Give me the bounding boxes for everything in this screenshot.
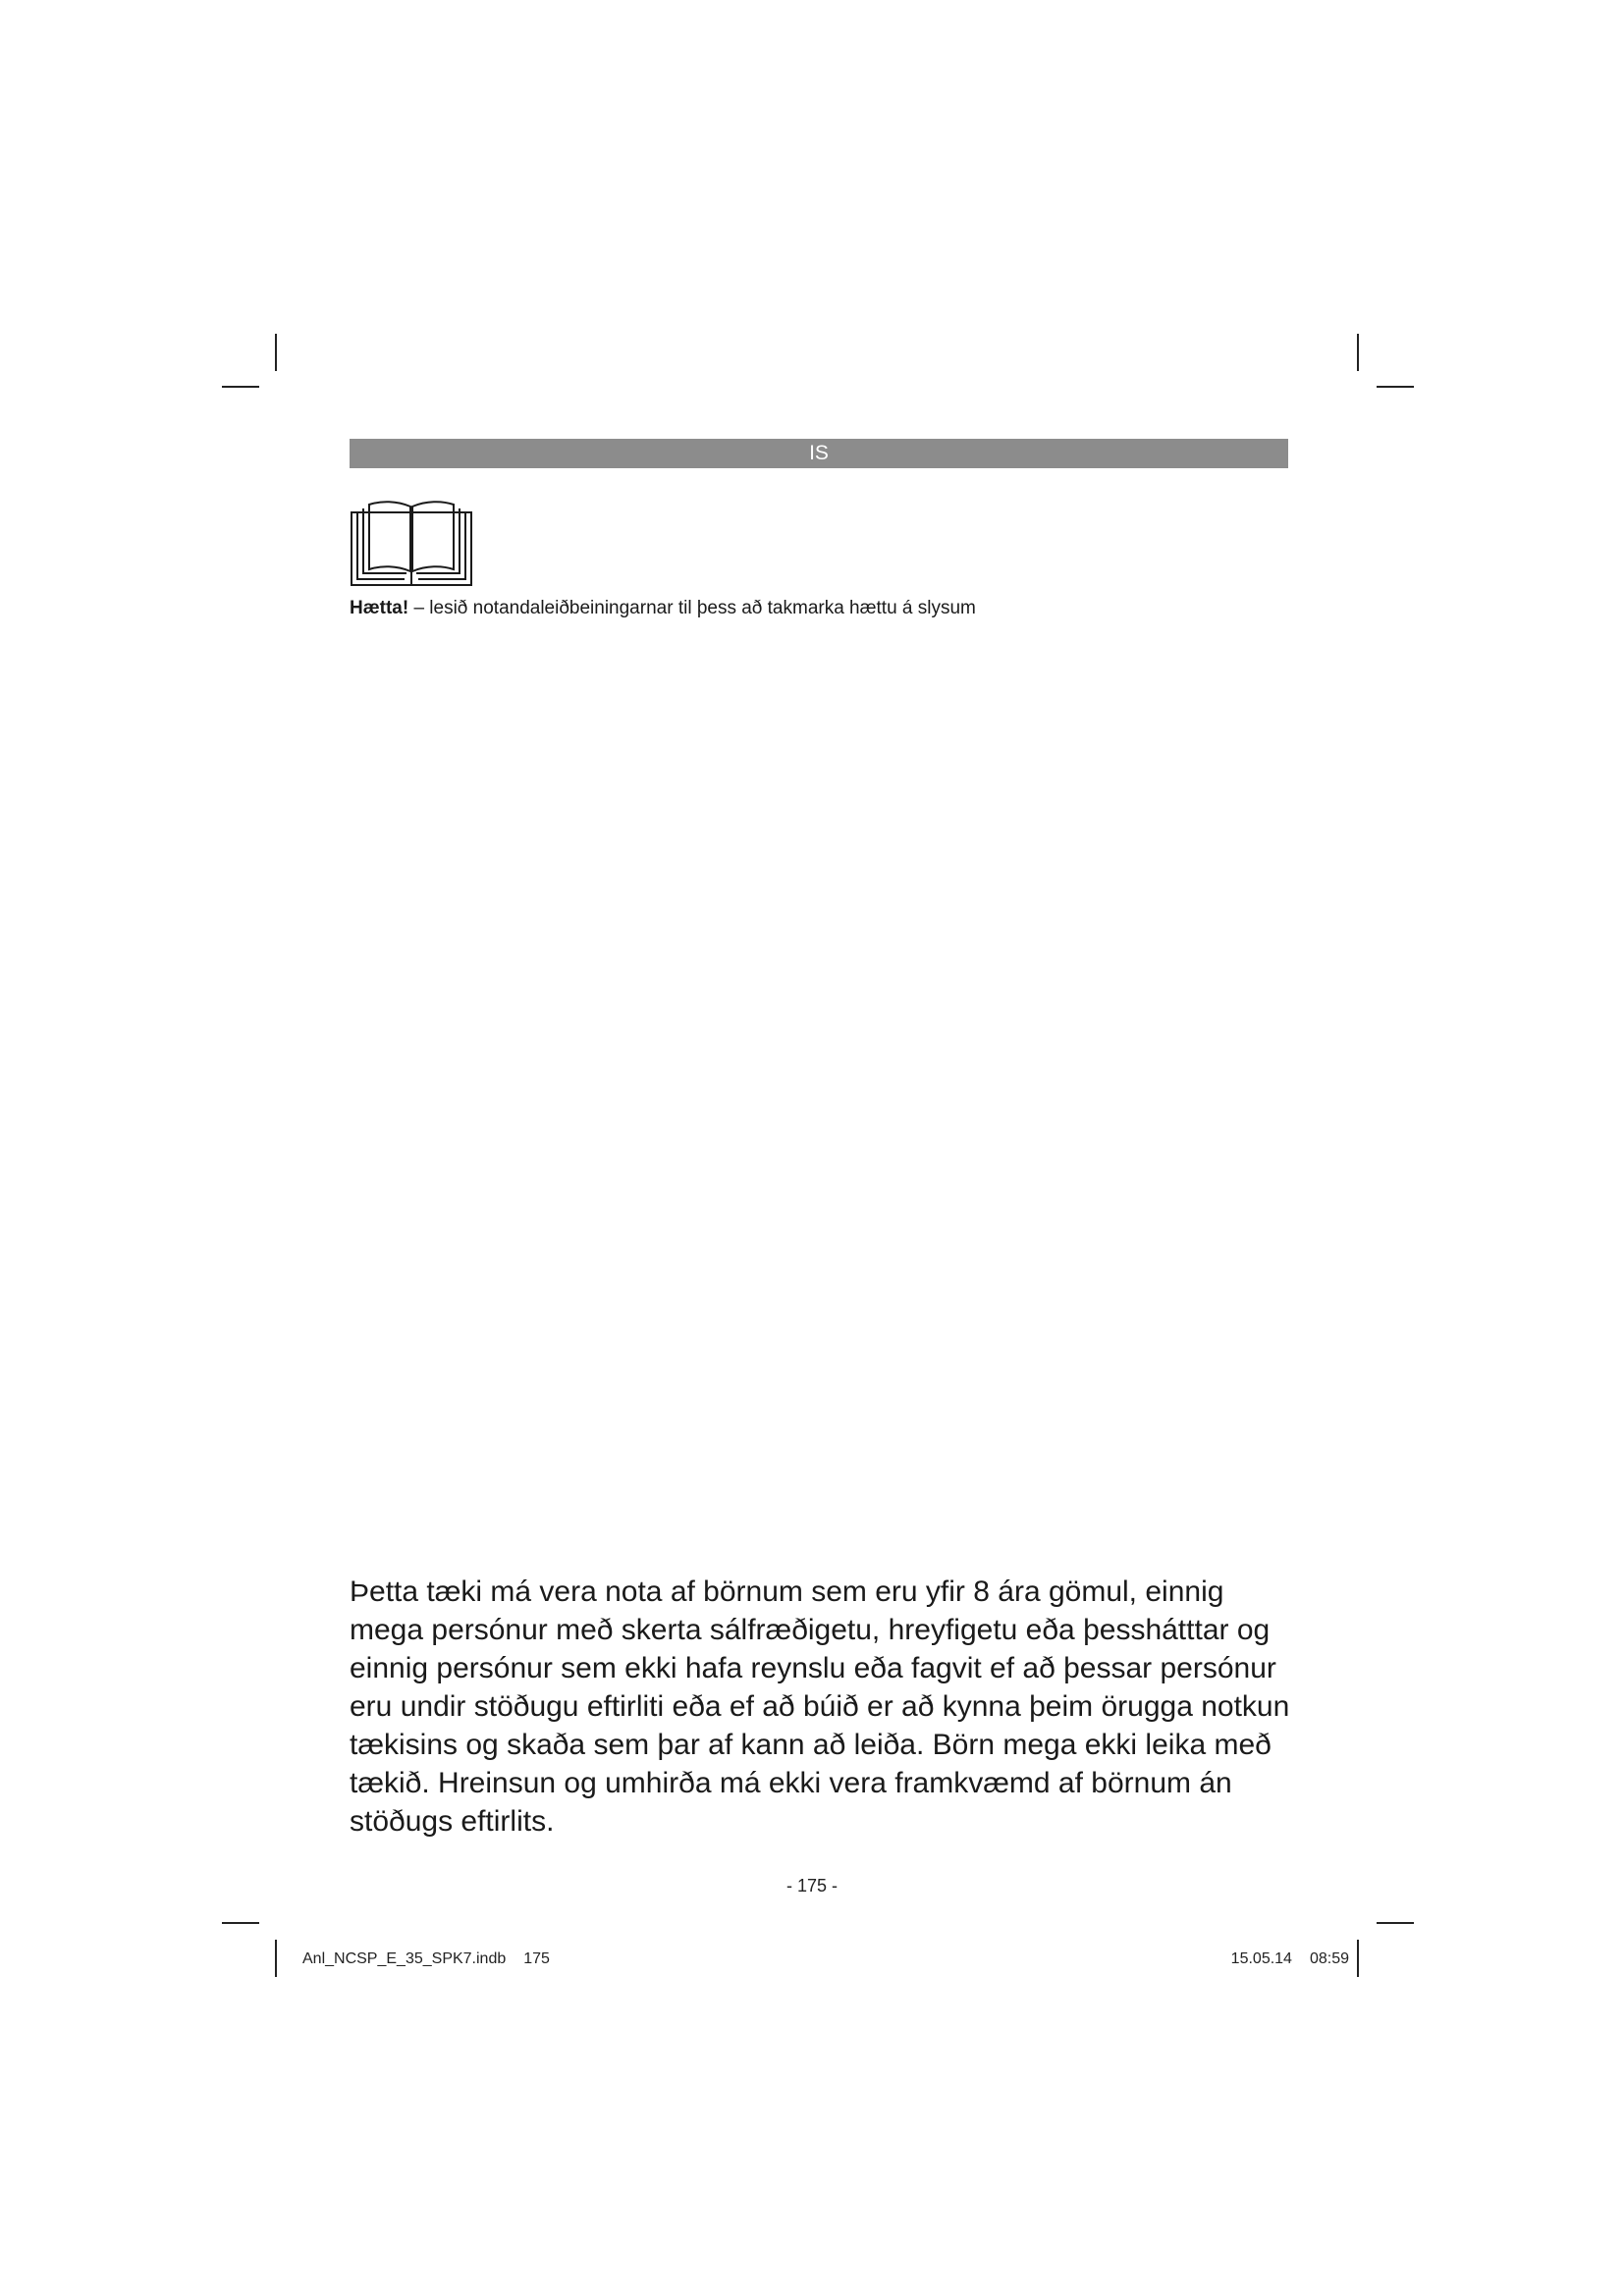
footer-timestamp <box>1231 1949 1349 1969</box>
language-code: IS <box>809 442 829 464</box>
footer-file-page: 175 <box>523 1950 550 1967</box>
open-book-icon <box>350 499 473 587</box>
crop-mark-bottom-right-v <box>1357 1940 1359 1977</box>
crop-mark-top-right-v <box>1357 334 1359 371</box>
footer-date: 15.05.14 <box>1230 1950 1292 1967</box>
crop-mark-top-left-v <box>275 334 277 371</box>
crop-mark-bottom-right-h <box>1377 1922 1414 1924</box>
warning-label: Hætta! <box>350 598 409 618</box>
safety-paragraph: Þetta tæki má vera nota af börnum sem eru yfir 8 ára gömul, einnig mega persónur með skerta sálfræðigetu, hreyfigetu eða þesshátttar og einnig persónur sem ekki hafa reynslu eða fagvit ef að þessar persónur eru undir stöðugu eftirliti eða ef að búið er að kynna þeim örugga notkun tækisins og skaða sem þar af kann að leiða. Börn mega ekki leika með tækið. Hreinsun og umhirða má ekki vera framkvæmd af börnum án stöðugs eftirlits. <box>350 1575 1290 1838</box>
crop-mark-bottom-left-h <box>222 1922 259 1924</box>
crop-mark-bottom-left-v <box>275 1940 277 1977</box>
footer-file-info <box>302 1949 550 1969</box>
language-bar <box>350 439 1288 468</box>
crop-mark-top-right-h <box>1377 386 1414 388</box>
footer-file-name: Anl_NCSP_E_35_SPK7.indb <box>302 1950 507 1967</box>
page-number: - 175 - <box>785 1876 839 1896</box>
warning-line <box>350 597 976 620</box>
footer-time: 08:59 <box>1309 1950 1349 1967</box>
crop-mark-top-left-h <box>222 386 259 388</box>
warning-text: – lesið notandaleiðbeiningarnar til þess að takmarka hættu á slysum <box>413 598 976 618</box>
